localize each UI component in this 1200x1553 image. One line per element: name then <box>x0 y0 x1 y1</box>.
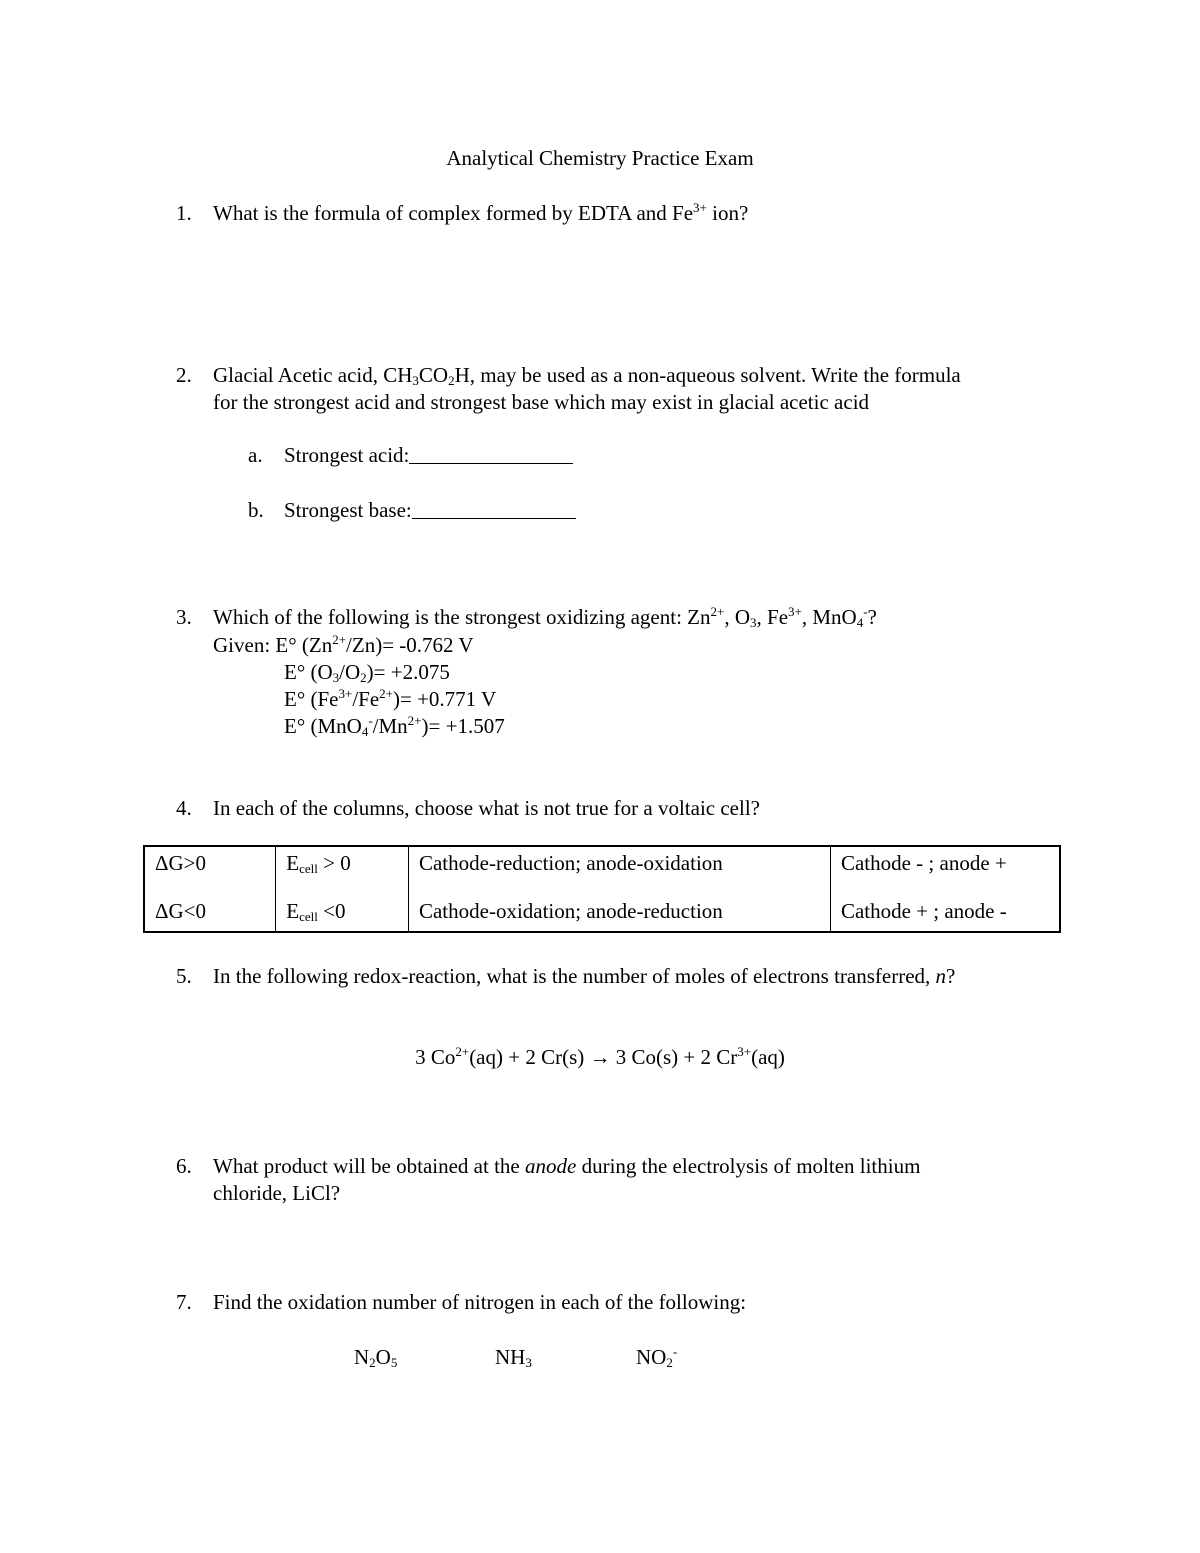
q5-number: 5. <box>176 964 192 988</box>
voltaic-cell-table <box>143 845 1061 933</box>
answer-blank-base[interactable] <box>412 498 576 519</box>
q2-text-line1: Glacial Acetic acid, $CH_3CO_2H$, may be used as a non-aqueous solvent. Write the formula <box>213 363 961 388</box>
q4-text: In each of the columns, choose what is not true for a voltaic cell? <box>213 796 760 820</box>
cell-cathode-negative[interactable]: Cathode - ; anode + <box>830 846 1060 898</box>
q1-number: 1. <box>176 201 192 225</box>
q5-text: In the following redox-reaction, what is the number of moles of electrons transferred, n? <box>213 964 956 988</box>
cell-ecell-negative[interactable]: $E_{cell} <0$ <box>276 898 409 932</box>
q3-number: 3. <box>176 605 192 629</box>
q6-number: 6. <box>176 1154 192 1178</box>
q3-given-1: Given: E° $(Zn^{2+}/Zn)= -0.762$ V <box>213 632 474 657</box>
q5-equation: 3 $Co^{2+}(aq) + 2$ Cr(s) → 3 Co(s) + 2 $Cr^{3+}(aq)$ <box>415 1044 785 1069</box>
q3-given-3: E° $(Fe^{3+}/Fe^{2+})= +0.771$ V <box>284 686 497 711</box>
cell-delta-g-positive[interactable]: ΔG>0 <box>144 846 276 898</box>
q2a-number: a. <box>248 443 263 467</box>
q3-text: Which of the following is the strongest oxidizing agent: $Zn^{2+}$, $O_3$, $Fe^{3+}$, MnO$_4$-? <box>213 604 877 630</box>
q7-number: 7. <box>176 1290 192 1314</box>
cell-cathode-positive[interactable]: Cathode + ; anode - <box>830 898 1060 932</box>
q3-given-2: E° $(O_3/O_2)= +2.075$ <box>284 660 450 685</box>
q6-text-line1: What product will be obtained at the anode during the electrolysis of molten lithium <box>213 1154 921 1178</box>
q2a-answer[interactable]: Strongest acid: <box>284 442 573 469</box>
answer-blank-acid[interactable] <box>409 443 573 464</box>
q3-given-4: E° $(MnO_4^-/Mn^{2+})= +1.507$ <box>284 713 505 739</box>
cell-delta-g-negative[interactable]: ΔG<0 <box>144 898 276 932</box>
q2-text-line2: for the strongest acid and strongest base which may exist in glacial acetic acid <box>213 390 870 414</box>
q1-text: What is the formula of complex formed by EDTA and $Fe^{3+}$ ion? <box>213 200 749 225</box>
formula-nh3: $NH_3$ <box>495 1345 532 1370</box>
formula-no2-minus: $NO_2^-$ <box>636 1344 678 1370</box>
q4-number: 4. <box>176 796 192 820</box>
cell-cathode-reduction[interactable]: Cathode-reduction; anode-oxidation <box>408 846 830 898</box>
cell-ecell-positive[interactable]: $E_{cell} > 0$ <box>276 846 409 898</box>
cell-cathode-oxidation[interactable]: Cathode-oxidation; anode-reduction <box>408 898 830 932</box>
q2b-number: b. <box>248 498 264 522</box>
q6-text-line2: chloride, LiCl? <box>213 1181 341 1205</box>
q7-text: Find the oxidation number of nitrogen in each of the following: <box>213 1290 747 1314</box>
page-title: Analytical Chemistry Practice Exam <box>446 146 754 170</box>
formula-n2o5: $N_2O_5$ <box>354 1345 398 1370</box>
q2b-answer[interactable]: Strongest base: <box>284 497 576 524</box>
q2-number: 2. <box>176 363 192 387</box>
